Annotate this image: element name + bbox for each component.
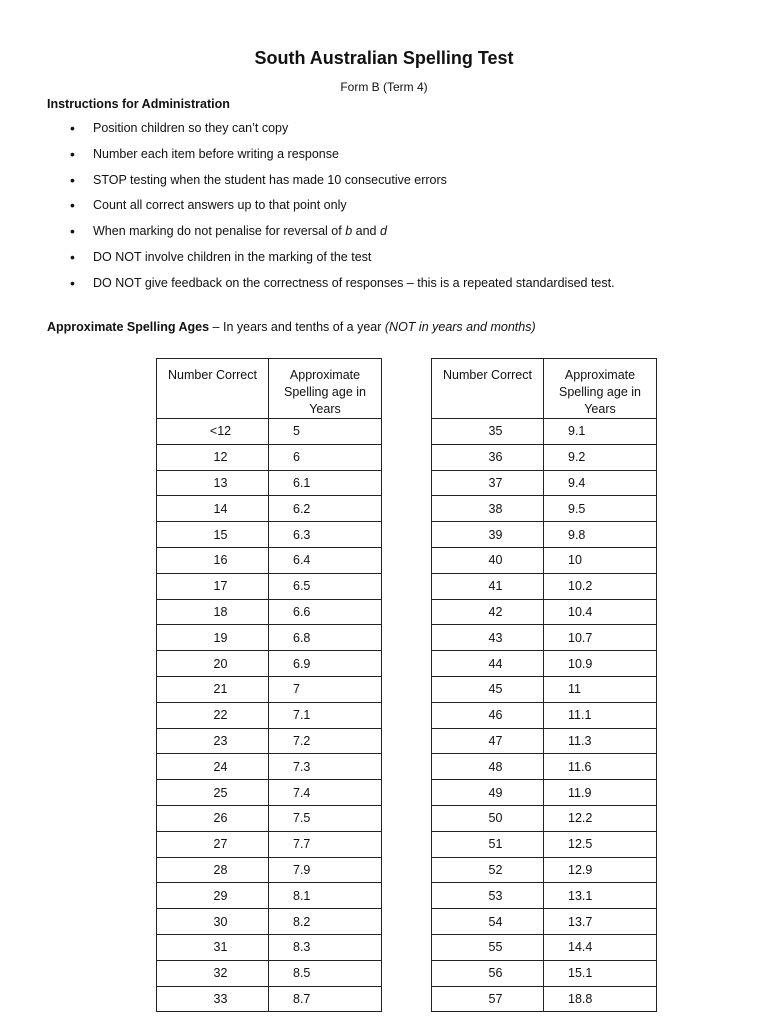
spelling-age-cell: 6.1 (269, 470, 382, 496)
table-row (432, 857, 657, 883)
column-header-number-correct: Number Correct (157, 359, 269, 419)
table-row (157, 496, 382, 522)
number-correct-cell: 29 (157, 883, 269, 909)
table-row (432, 831, 657, 857)
table-row (432, 419, 657, 445)
number-correct-cell: 18 (157, 599, 269, 625)
spelling-age-cell: 11 (544, 676, 657, 702)
number-correct-cell: 36 (432, 444, 544, 470)
bullet-icon: • (70, 171, 75, 188)
number-correct-cell: 12 (157, 444, 269, 470)
number-correct-cell: 54 (432, 909, 544, 935)
spelling-age-cell: 9.2 (544, 444, 657, 470)
number-correct-cell: 16 (157, 547, 269, 573)
bullet-icon: • (70, 248, 75, 265)
spelling-age-cell: 11.6 (544, 754, 657, 780)
spelling-age-cell: 6.2 (269, 496, 382, 522)
table-row (432, 676, 657, 702)
spelling-age-cell: 6.3 (269, 522, 382, 548)
table-row (432, 496, 657, 522)
spelling-age-cell: 12.9 (544, 857, 657, 883)
table-row (157, 676, 382, 702)
instruction-item: • DO NOT involve children in the marking of the test (70, 250, 615, 276)
instructions-heading: Instructions for Administration (47, 97, 230, 111)
spelling-age-cell: 10.7 (544, 625, 657, 651)
table-row (432, 599, 657, 625)
spelling-age-cell: 6.8 (269, 625, 382, 651)
table-row (157, 470, 382, 496)
table-row (432, 651, 657, 677)
table-row (432, 934, 657, 960)
bullet-icon: • (70, 145, 75, 162)
column-header-spelling-age: Approximate Spelling age in Years (269, 359, 382, 419)
spelling-age-cell: 18.8 (544, 986, 657, 1012)
number-correct-cell: 49 (432, 780, 544, 806)
number-correct-cell: 26 (157, 805, 269, 831)
spelling-age-cell: 7.9 (269, 857, 382, 883)
instruction-item: • Number each item before writing a response (70, 147, 615, 173)
spelling-age-cell: 8.1 (269, 883, 382, 909)
instruction-item: • Position children so they can’t copy (70, 121, 615, 147)
number-correct-cell: 45 (432, 676, 544, 702)
table-row (157, 625, 382, 651)
table-row (432, 444, 657, 470)
spelling-age-cell: 6.9 (269, 651, 382, 677)
number-correct-cell: 52 (432, 857, 544, 883)
form-subtitle: Form B (Term 4) (340, 80, 428, 94)
column-header-spelling-age: Approximate Spelling age in Years (544, 359, 657, 419)
number-correct-cell: 22 (157, 702, 269, 728)
spelling-age-cell: 12.5 (544, 831, 657, 857)
bullet-icon: • (70, 197, 75, 214)
number-correct-cell: 44 (432, 651, 544, 677)
table-row (432, 573, 657, 599)
number-correct-cell: 51 (432, 831, 544, 857)
table-row (157, 522, 382, 548)
spelling-age-cell: 9.5 (544, 496, 657, 522)
table-row (157, 702, 382, 728)
table-row (432, 883, 657, 909)
table-row (432, 805, 657, 831)
number-correct-cell: 23 (157, 728, 269, 754)
table-row (432, 702, 657, 728)
number-correct-cell: 30 (157, 909, 269, 935)
spelling-age-cell: 7.7 (269, 831, 382, 857)
table-row (157, 831, 382, 857)
number-correct-cell: 47 (432, 728, 544, 754)
spelling-age-cell: 9.4 (544, 470, 657, 496)
spelling-age-cell: 9.1 (544, 419, 657, 445)
number-correct-cell: 32 (157, 960, 269, 986)
number-correct-cell: 43 (432, 625, 544, 651)
table-row (157, 934, 382, 960)
bullet-icon: • (70, 223, 75, 240)
spelling-age-cell: 12.2 (544, 805, 657, 831)
spelling-age-cell: 8.2 (269, 909, 382, 935)
spelling-age-cell: 14.4 (544, 934, 657, 960)
table-row (432, 625, 657, 651)
table-row (432, 754, 657, 780)
spelling-age-cell: 15.1 (544, 960, 657, 986)
number-correct-cell: 46 (432, 702, 544, 728)
number-correct-cell: 37 (432, 470, 544, 496)
instruction-item: • When marking do not penalise for reversal of b and d (70, 224, 615, 250)
table-row (432, 780, 657, 806)
number-correct-cell: 20 (157, 651, 269, 677)
number-correct-cell: 21 (157, 676, 269, 702)
number-correct-cell: 31 (157, 934, 269, 960)
spelling-age-cell: 11.3 (544, 728, 657, 754)
spelling-age-cell: 7 (269, 676, 382, 702)
number-correct-cell: 48 (432, 754, 544, 780)
table-row (157, 805, 382, 831)
spelling-age-cell: 10 (544, 547, 657, 573)
number-correct-cell: 55 (432, 934, 544, 960)
spelling-age-cell: 6.6 (269, 599, 382, 625)
number-correct-cell: 24 (157, 754, 269, 780)
number-correct-cell: 28 (157, 857, 269, 883)
spelling-age-cell: 10.2 (544, 573, 657, 599)
number-correct-cell: <12 (157, 419, 269, 445)
spelling-age-cell: 10.4 (544, 599, 657, 625)
spelling-age-cell: 9.8 (544, 522, 657, 548)
number-correct-cell: 14 (157, 496, 269, 522)
spelling-age-cell: 7.2 (269, 728, 382, 754)
table-row (157, 754, 382, 780)
number-correct-cell: 50 (432, 805, 544, 831)
table-row (432, 960, 657, 986)
table-row (157, 651, 382, 677)
table-row (157, 780, 382, 806)
number-correct-cell: 41 (432, 573, 544, 599)
table-row (432, 522, 657, 548)
number-correct-cell: 27 (157, 831, 269, 857)
table-row (432, 909, 657, 935)
bullet-icon: • (70, 274, 75, 291)
number-correct-cell: 39 (432, 522, 544, 548)
instruction-item: • Count all correct answers up to that point only (70, 198, 615, 224)
table-row (432, 986, 657, 1012)
spelling-age-table-left (156, 358, 382, 1012)
number-correct-cell: 13 (157, 470, 269, 496)
instruction-item: • STOP testing when the student has made 10 consecutive errors (70, 173, 615, 199)
table-row (157, 573, 382, 599)
page-title: South Australian Spelling Test (254, 48, 514, 68)
instructions-list (70, 121, 615, 302)
spelling-age-cell: 8.3 (269, 934, 382, 960)
number-correct-cell: 33 (157, 986, 269, 1012)
spelling-age-cell: 6.5 (269, 573, 382, 599)
spelling-age-cell: 7.1 (269, 702, 382, 728)
spelling-age-cell: 10.9 (544, 651, 657, 677)
spelling-ages-heading: Approximate Spelling Ages – In years and tenths of a year (NOT in years and months) (47, 320, 536, 334)
number-correct-cell: 53 (432, 883, 544, 909)
spelling-age-cell: 13.7 (544, 909, 657, 935)
number-correct-cell: 38 (432, 496, 544, 522)
spelling-age-cell: 11.1 (544, 702, 657, 728)
number-correct-cell: 42 (432, 599, 544, 625)
spelling-age-cell: 13.1 (544, 883, 657, 909)
number-correct-cell: 57 (432, 986, 544, 1012)
number-correct-cell: 56 (432, 960, 544, 986)
spelling-age-cell: 6.4 (269, 547, 382, 573)
instruction-item: • DO NOT give feedback on the correctness of responses – this is a repeated standardised test. (70, 276, 615, 302)
table-row (157, 909, 382, 935)
table-row (157, 728, 382, 754)
number-correct-cell: 40 (432, 547, 544, 573)
number-correct-cell: 25 (157, 780, 269, 806)
table-row (157, 986, 382, 1012)
table-row (432, 728, 657, 754)
table-row (157, 883, 382, 909)
spelling-age-table-right (431, 358, 657, 1012)
number-correct-cell: 17 (157, 573, 269, 599)
table-row (432, 547, 657, 573)
table-row (157, 547, 382, 573)
table-row (157, 960, 382, 986)
bullet-icon: • (70, 120, 75, 136)
table-row (157, 444, 382, 470)
spelling-age-cell: 7.3 (269, 754, 382, 780)
number-correct-cell: 19 (157, 625, 269, 651)
table-row (432, 470, 657, 496)
spelling-age-cell: 7.4 (269, 780, 382, 806)
spelling-age-cell: 8.7 (269, 986, 382, 1012)
spelling-age-cell: 6 (269, 444, 382, 470)
column-header-number-correct: Number Correct (432, 359, 544, 419)
number-correct-cell: 15 (157, 522, 269, 548)
spelling-age-cell: 11.9 (544, 780, 657, 806)
spelling-age-cell: 5 (269, 419, 382, 445)
number-correct-cell: 35 (432, 419, 544, 445)
table-row (157, 857, 382, 883)
table-row (157, 599, 382, 625)
table-row (157, 419, 382, 445)
spelling-age-cell: 8.5 (269, 960, 382, 986)
spelling-age-cell: 7.5 (269, 805, 382, 831)
